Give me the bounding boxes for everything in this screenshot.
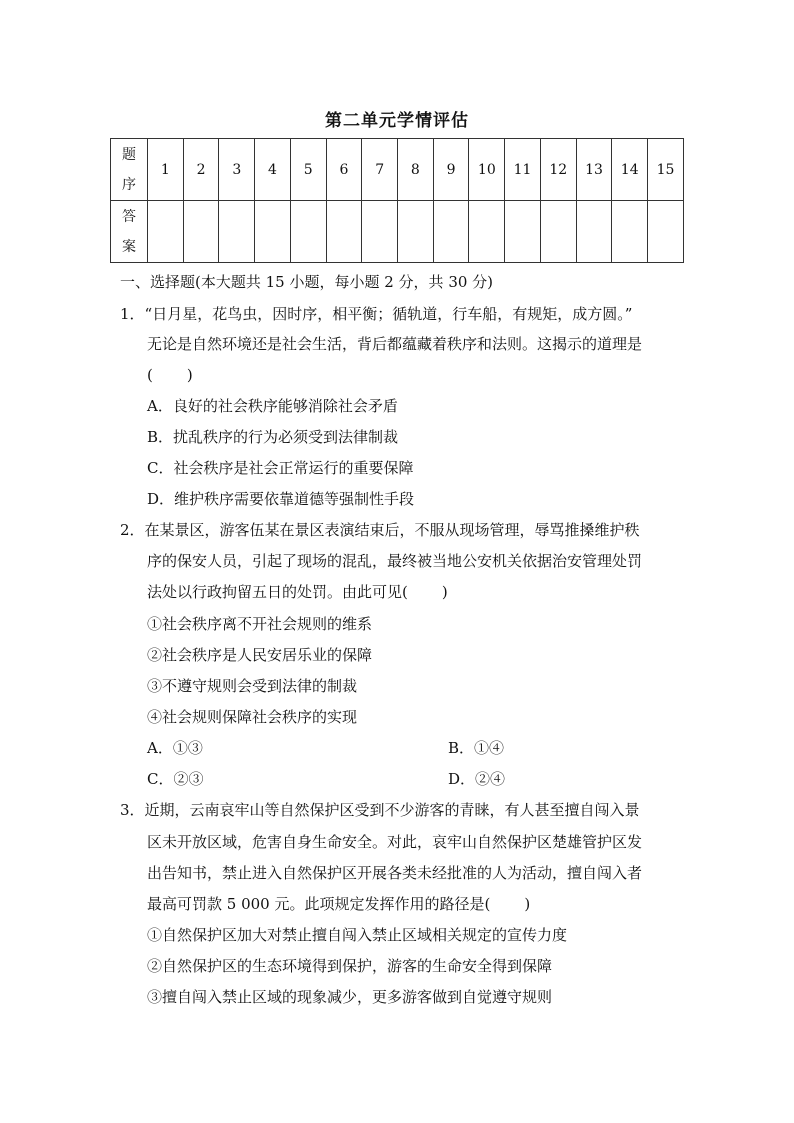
page-title: 第二单元学情评估 xyxy=(325,111,469,131)
question-number-cell: 5 xyxy=(290,139,326,201)
row-label-char: 答 xyxy=(122,208,136,225)
answer-cell[interactable] xyxy=(433,201,469,263)
question-number-cell: 3 xyxy=(219,139,255,201)
open-paren: ( xyxy=(147,366,153,384)
answer-cell[interactable] xyxy=(326,201,362,263)
question-number-cell: 13 xyxy=(576,139,612,201)
answer-table xyxy=(110,138,684,263)
q2-statement-3: ③不遵守规则会受到法律的制裁 xyxy=(147,677,358,695)
q3-statement-1: ①自然保护区加大对禁止擅自闯入禁止区域相关规定的宣传力度 xyxy=(147,926,568,944)
question-number-cell: 12 xyxy=(540,139,576,201)
row-label-question-number xyxy=(111,139,148,201)
question-number-cell: 4 xyxy=(255,139,291,201)
answer-cell[interactable] xyxy=(469,201,505,263)
question-number-cell: 7 xyxy=(362,139,398,201)
q3-stem-text: 最高可罚款 5 000 元。此项规定发挥作用的路径是 xyxy=(147,895,485,913)
open-paren: ( xyxy=(484,895,491,913)
q2-stem-line-2: 序的保安人员，引起了现场的混乱，最终被当地公安机关依据治安管理处罚 xyxy=(147,552,643,570)
q2-option-d: D．②④ xyxy=(448,770,506,788)
answer-cell[interactable] xyxy=(148,201,184,263)
answer-cell[interactable] xyxy=(576,201,612,263)
close-paren: ) xyxy=(186,366,193,384)
answer-cell[interactable] xyxy=(290,201,326,263)
answer-cell[interactable] xyxy=(255,201,291,263)
question-number-cell: 1 xyxy=(148,139,184,201)
q2-option-a: A．①③ xyxy=(147,739,203,757)
row-label-char: 案 xyxy=(122,238,136,255)
answer-cell[interactable] xyxy=(398,201,434,263)
question-number-cell: 10 xyxy=(469,139,505,201)
answer-cell[interactable] xyxy=(612,201,648,263)
close-paren: ) xyxy=(441,583,448,601)
q3-statement-2: ②自然保护区的生态环境得到保护，游客的生命安全得到保障 xyxy=(147,957,553,975)
question-number-cell: 14 xyxy=(612,139,648,201)
q2-option-c: C．②③ xyxy=(147,770,204,788)
q3-statement-3: ③擅自闯入禁止区域的现象减少，更多游客做到自觉遵守规则 xyxy=(147,988,553,1006)
q2-statement-1: ①社会秩序离不开社会规则的维系 xyxy=(147,615,373,633)
answer-cell[interactable] xyxy=(505,201,541,263)
q1-answer-paren xyxy=(147,365,193,385)
q3-stem-line-1: 3．近期，云南哀牢山等自然保护区受到不少游客的青睐，有人甚至擅自闯入景 xyxy=(120,801,640,819)
table-row-numbers xyxy=(111,139,684,201)
question-number-cell: 11 xyxy=(505,139,541,201)
q2-stem-line-3 xyxy=(147,582,448,602)
close-paren: ) xyxy=(524,895,531,913)
q2-stem-text: 法处以行政拘留五日的处罚。由此可见 xyxy=(147,583,403,601)
answer-cell[interactable] xyxy=(362,201,398,263)
section-heading: 一、选择题(本大题共 15 小题，每小题 2 分，共 30 分) xyxy=(120,273,494,291)
answer-cell[interactable] xyxy=(219,201,255,263)
table-row-answers xyxy=(111,201,684,263)
row-label-char: 序 xyxy=(122,176,136,193)
question-number-cell: 6 xyxy=(326,139,362,201)
q1-option-c: C．社会秩序是社会正常运行的重要保障 xyxy=(147,459,414,477)
row-label-answer xyxy=(111,201,148,263)
row-label-char: 题 xyxy=(122,146,136,163)
q2-statement-4: ④社会规则保障社会秩序的实现 xyxy=(147,708,358,726)
q2-stem-line-1: 2．在某景区，游客伍某在景区表演结束后，不服从现场管理，辱骂推搡维护秩 xyxy=(120,521,640,539)
q1-option-a: A．良好的社会秩序能够消除社会矛盾 xyxy=(147,397,398,415)
q1-stem-line-1: 1．“日月星，花鸟虫，因时序，相平衡；循轨道，行车船，有规矩，成方圆。” xyxy=(120,305,633,323)
question-number-cell: 15 xyxy=(648,139,684,201)
q2-option-b: B．①④ xyxy=(448,739,505,757)
answer-cell[interactable] xyxy=(540,201,576,263)
open-paren: ( xyxy=(402,583,408,601)
answer-cell[interactable] xyxy=(183,201,219,263)
q1-stem-line-2: 无论是自然环境还是社会生活，背后都蕴藏着秩序和法则。这揭示的道理是 xyxy=(147,335,643,353)
question-number-cell: 2 xyxy=(183,139,219,201)
q3-stem-line-2: 区未开放区域，危害自身生命安全。对此，哀牢山自然保护区楚雄管护区发 xyxy=(147,833,643,851)
q3-stem-line-4 xyxy=(147,894,530,914)
question-number-cell: 9 xyxy=(433,139,469,201)
q1-option-b: B．扰乱秩序的行为必须受到法律制裁 xyxy=(147,428,399,446)
answer-cell[interactable] xyxy=(648,201,684,263)
q3-stem-line-3: 出告知书，禁止进入自然保护区开展各类未经批准的人为活动，擅自闯入者 xyxy=(147,864,643,882)
question-number-cell: 8 xyxy=(398,139,434,201)
q1-option-d: D．维护秩序需要依靠道德等强制性手段 xyxy=(147,490,415,508)
q2-statement-2: ②社会秩序是人民安居乐业的保障 xyxy=(147,646,373,664)
